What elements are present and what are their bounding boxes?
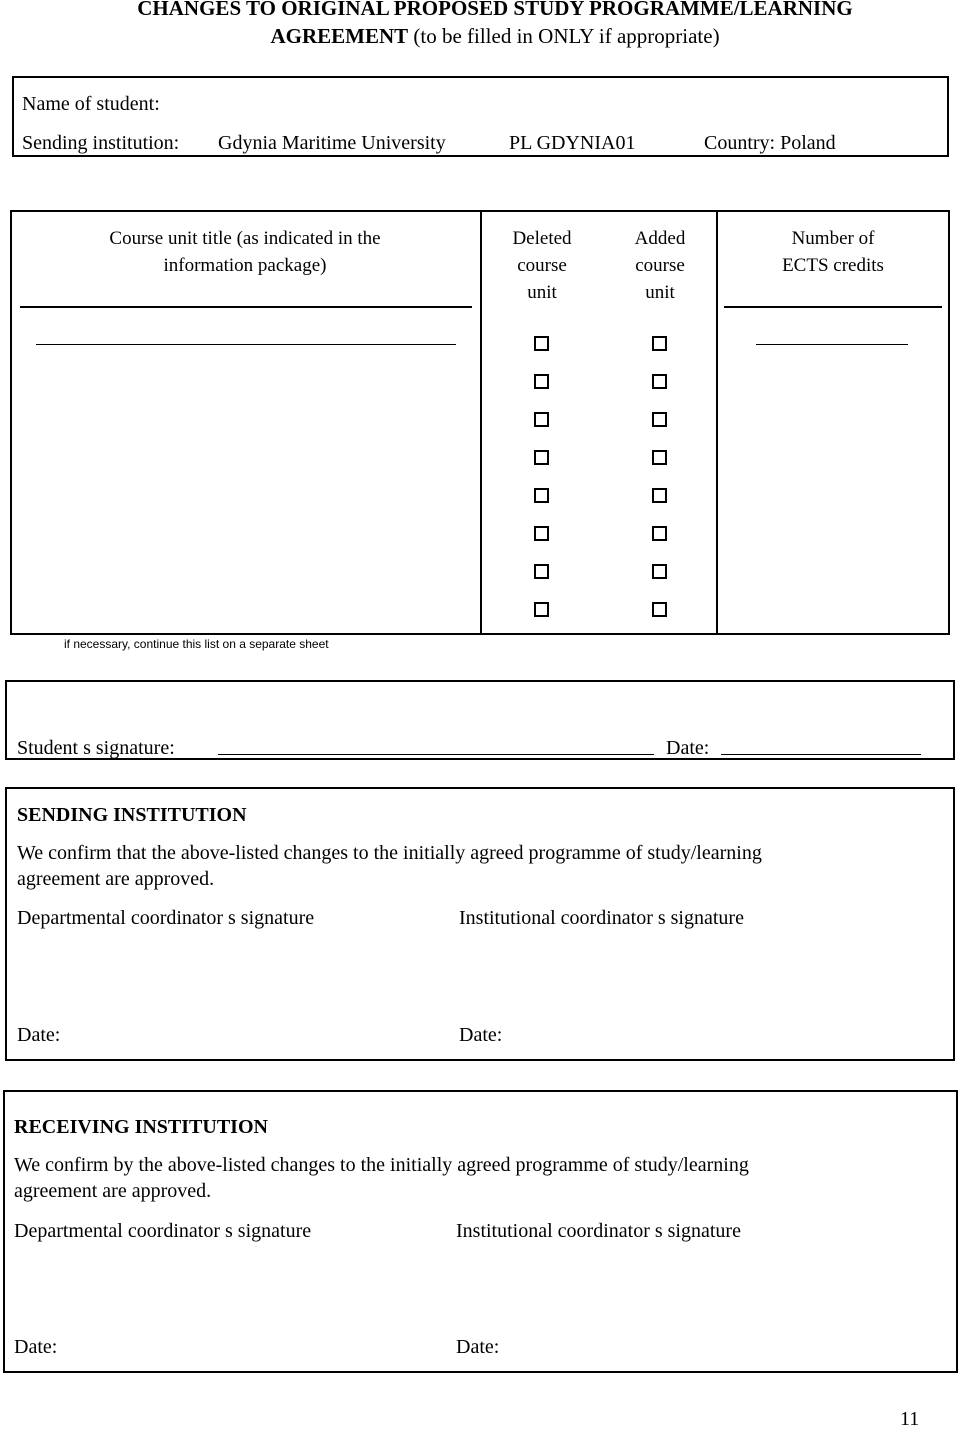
added-course-unit-checkbox[interactable] — [652, 488, 667, 503]
table-divider — [716, 210, 718, 635]
receiving-statement — [14, 1152, 939, 1204]
added-course-unit-checkbox[interactable] — [652, 336, 667, 351]
receiving-dept-signature-label: Departmental coordinator s signature — [14, 1220, 312, 1242]
ects-credits-field[interactable] — [756, 344, 908, 345]
student-date-label: Date: — [666, 737, 710, 759]
sending-inst-signature-label: Institutional coordinator s signature — [459, 907, 744, 929]
student-signature-field[interactable] — [218, 754, 654, 755]
course-title-field[interactable] — [36, 344, 456, 345]
sending-institution-label: Sending institution: — [22, 132, 180, 154]
sending-heading: SENDING INSTITUTION — [17, 804, 247, 826]
student-name-label: Name of student: — [22, 93, 160, 115]
sending-institution-value: Gdynia Maritime University — [218, 132, 446, 154]
header-deleted-line: Deleted — [512, 228, 572, 249]
added-course-unit-checkbox[interactable] — [652, 602, 667, 617]
deleted-course-unit-checkbox[interactable] — [534, 526, 549, 541]
deleted-course-unit-checkbox[interactable] — [534, 412, 549, 427]
header-underline — [724, 306, 942, 308]
header-course-title-line-2: information package) — [163, 255, 327, 276]
receiving-date-left: Date: — [14, 1336, 58, 1358]
sending-date-right: Date: — [459, 1024, 503, 1046]
title-line-2-rest: (to be filled in ONLY if appropriate) — [408, 24, 720, 48]
deleted-course-unit-checkbox[interactable] — [534, 564, 549, 579]
deleted-course-unit-checkbox[interactable] — [534, 336, 549, 351]
deleted-course-unit-checkbox[interactable] — [534, 450, 549, 465]
deleted-course-unit-checkbox[interactable] — [534, 602, 549, 617]
sending-statement-line-2: agreement are approved. — [17, 868, 215, 890]
title-line-2-bold: AGREEMENT — [270, 24, 409, 48]
title-line-1: CHANGES TO ORIGINAL PROPOSED STUDY PROGRAMME/LEARNING — [137, 0, 853, 20]
header-ects-credits — [728, 225, 938, 279]
added-course-unit-checkbox[interactable] — [652, 374, 667, 389]
header-added-line: unit — [645, 282, 675, 303]
added-course-unit-checkbox[interactable] — [652, 526, 667, 541]
header-added-course-unit — [608, 225, 712, 306]
table-divider — [480, 210, 482, 635]
country-value: Country: Poland — [704, 132, 836, 154]
page-number: 11 — [900, 1408, 920, 1430]
institution-code: PL GDYNIA01 — [509, 132, 636, 154]
page-title — [0, 0, 960, 50]
added-course-unit-checkbox[interactable] — [652, 412, 667, 427]
sending-statement — [17, 840, 942, 892]
header-underline — [20, 306, 472, 308]
header-added-line: course — [635, 255, 685, 276]
student-signature-label: Student s signature: — [17, 737, 175, 759]
student-date-field[interactable] — [721, 754, 921, 755]
added-course-unit-checkbox[interactable] — [652, 564, 667, 579]
header-course-title-line-1: Course unit title (as indicated in the — [109, 228, 381, 249]
receiving-date-right: Date: — [456, 1336, 500, 1358]
sending-date-left: Date: — [17, 1024, 61, 1046]
sending-dept-signature-label: Departmental coordinator s signature — [17, 907, 315, 929]
receiving-inst-signature-label: Institutional coordinator s signature — [456, 1220, 741, 1242]
header-ects-line: ECTS credits — [782, 255, 884, 276]
header-ects-line: Number of — [791, 228, 875, 249]
receiving-heading: RECEIVING INSTITUTION — [14, 1116, 268, 1138]
added-course-unit-checkbox[interactable] — [652, 450, 667, 465]
deleted-course-unit-checkbox[interactable] — [534, 374, 549, 389]
continue-note: if necessary, continue this list on a separate sheet — [64, 637, 329, 651]
header-added-line: Added — [634, 228, 686, 249]
header-course-title — [30, 225, 460, 279]
header-deleted-course-unit — [490, 225, 594, 306]
header-deleted-line: course — [517, 255, 567, 276]
sending-statement-line-1: We confirm that the above-listed changes to the initially agreed programme of study/learning — [17, 842, 762, 864]
header-deleted-line: unit — [527, 282, 557, 303]
receiving-statement-line-2: agreement are approved. — [14, 1180, 212, 1202]
deleted-course-unit-checkbox[interactable] — [534, 488, 549, 503]
receiving-statement-line-1: We confirm by the above-listed changes to the initially agreed programme of study/learning — [14, 1154, 749, 1176]
